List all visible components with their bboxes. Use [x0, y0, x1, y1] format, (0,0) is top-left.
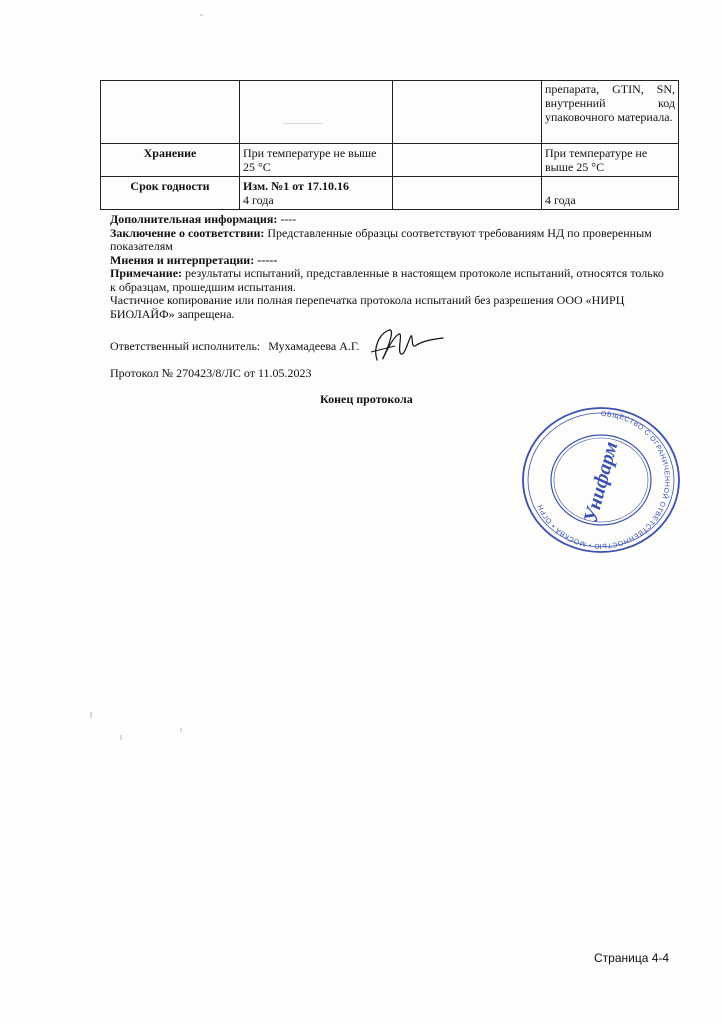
shelf-life-result	[542, 177, 679, 210]
svg-text:Унифарм: Унифарм	[579, 439, 623, 525]
table-row-shelf-life	[101, 177, 679, 210]
table-cell	[393, 177, 542, 210]
shelf-life-label: Срок годности	[101, 177, 240, 210]
opinions	[110, 254, 670, 268]
note	[110, 267, 670, 294]
responsible-name: Мухамадеева А.Г.	[268, 339, 360, 353]
shelf-life-spec-value: 4 года	[243, 193, 274, 207]
table-row-storage	[101, 144, 679, 177]
spec-table	[100, 80, 679, 210]
additional-info-label: Дополнительная информация:	[110, 212, 278, 226]
storage-spec: При температуре не выше 25 °С	[240, 144, 393, 177]
opinions-value: -----	[254, 252, 278, 267]
conclusion-label: Заключение о соответствии:	[110, 225, 265, 240]
responsible-person	[110, 339, 359, 354]
svg-text:ОБЩЕСТВО С ОГРАНИЧЕННОЙ ОТВЕТС: ОБЩЕСТВО С ОГРАНИЧЕННОЙ ОТВЕТСТВЕННОСТЬЮ • МОСКВА • ОГРН	[536, 410, 670, 550]
info-section	[110, 213, 670, 321]
table-cell	[101, 81, 240, 144]
storage-label: Хранение	[101, 144, 240, 177]
additional-info-value: ----	[277, 212, 297, 226]
signature-mark	[365, 324, 445, 368]
responsible-label: Ответственный исполнитель:	[110, 339, 261, 353]
conclusion-value: Представленные образцы соответствуют требованиям НД по проверенным показателям	[110, 225, 652, 253]
note-value: результаты испытаний, представленные в настоящем протоколе испытаний, относятся только к образцам, прошедшим испытания.	[110, 266, 664, 294]
storage-result: При температуре не выше 25 °С	[542, 144, 679, 177]
scan-speck	[90, 712, 92, 718]
amendment-note: Изм. №1 от 17.10.16	[243, 179, 349, 193]
table-cell	[393, 144, 542, 177]
conclusion	[110, 227, 670, 254]
scan-speck	[180, 728, 182, 732]
scan-speck	[120, 735, 122, 740]
protocol-reference: Протокол № 270423/8/ЛС от 11.05.2023	[110, 366, 312, 380]
opinions-label: Мнения и интерпретации:	[110, 252, 255, 267]
table-cell-packaging: препарата, GTIN, SN, внутренний код упаковочного материала.	[542, 81, 679, 144]
company-stamp	[520, 404, 682, 556]
table-row	[101, 81, 679, 144]
shelf-life-spec	[240, 177, 393, 210]
additional-info	[110, 213, 670, 227]
scan-speck	[283, 123, 323, 124]
shelf-life-result-value: 4 года	[545, 193, 576, 207]
note-label: Примечание:	[110, 266, 183, 280]
scan-speck	[200, 14, 203, 16]
page-number: Страница 4-4	[594, 951, 670, 965]
table-cell	[393, 81, 542, 144]
table-cell	[240, 81, 393, 144]
end-of-protocol: Конец протокола	[320, 392, 413, 406]
copy-notice: Частичное копирование или полная перепечатка протокола испытаний без разрешения ООО «НИРЦ БИОЛАЙФ» запрещена.	[110, 293, 625, 321]
